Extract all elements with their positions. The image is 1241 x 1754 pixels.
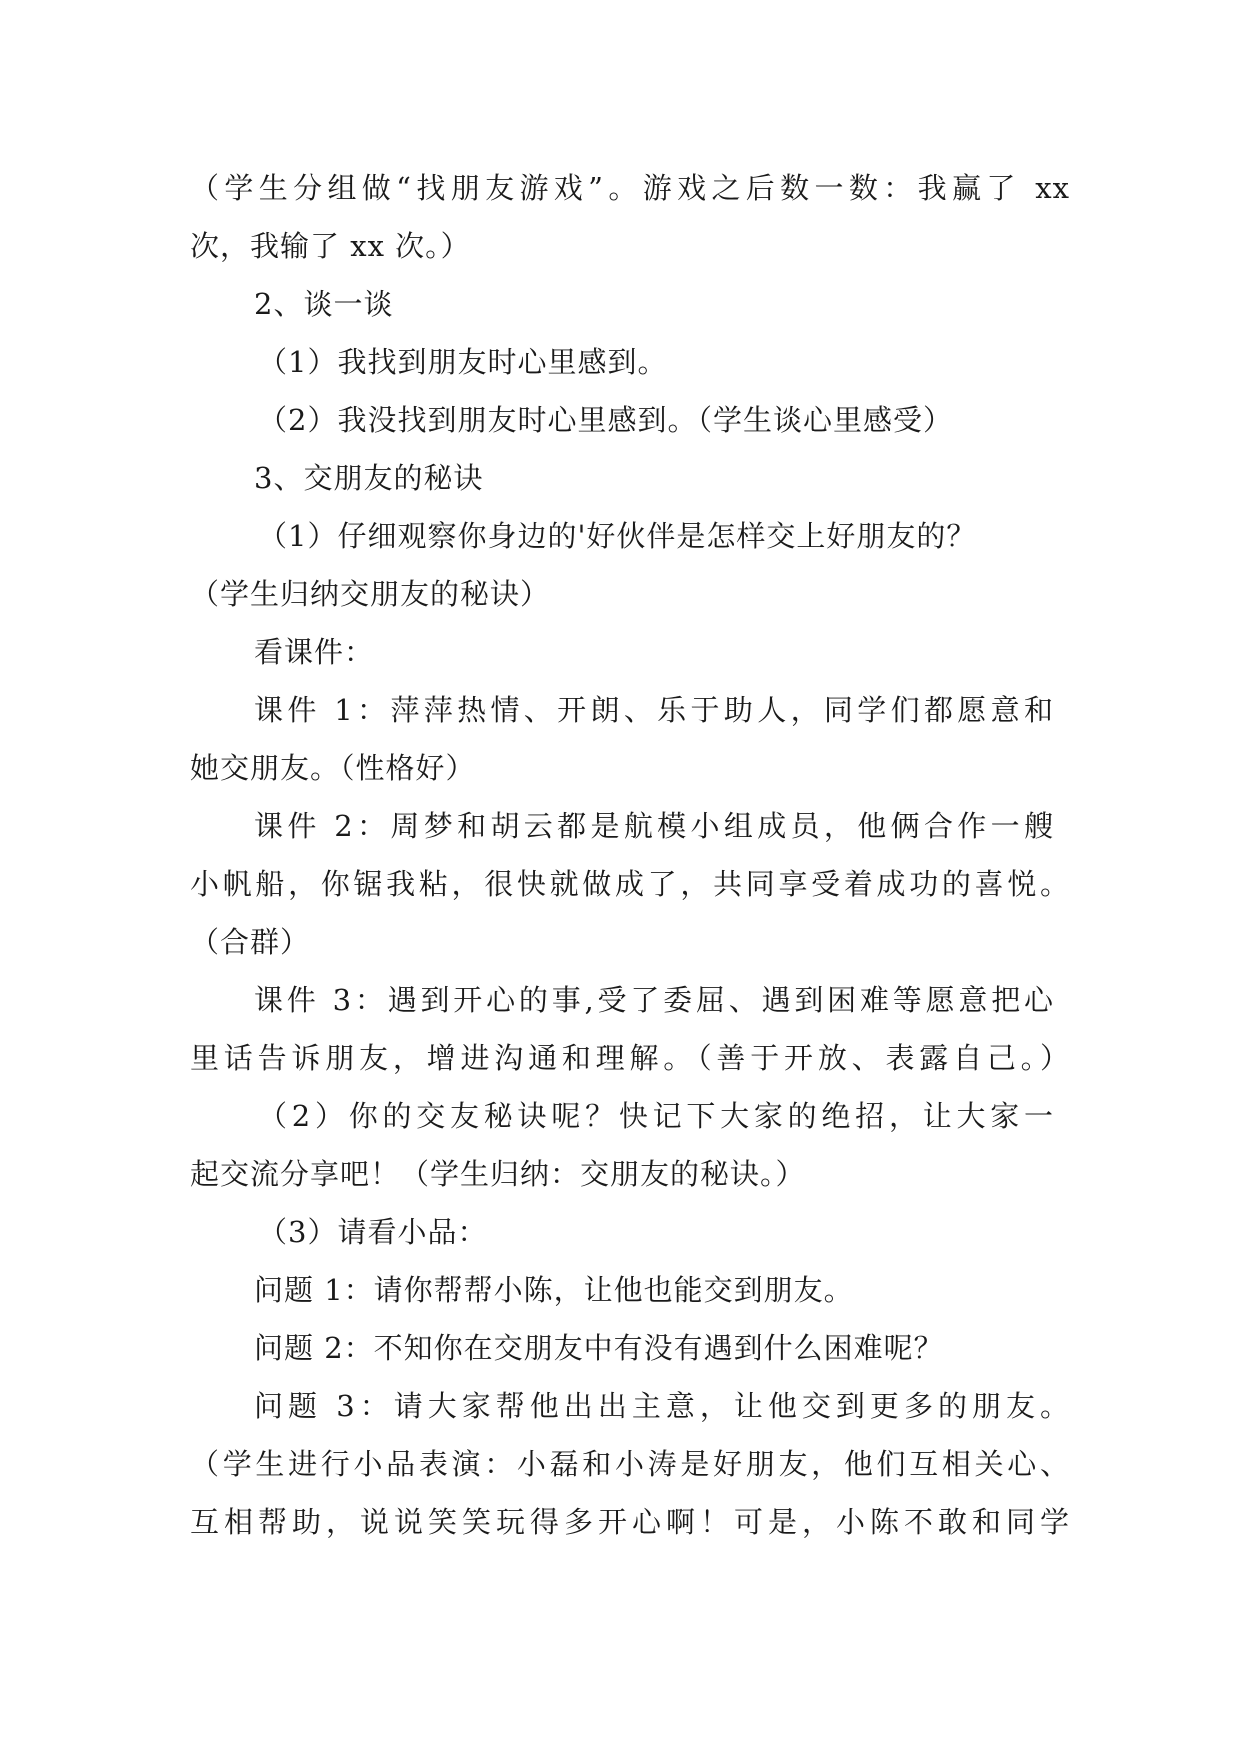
text-line-10: 课件 1：萍萍热情、开朗、乐于助人，同学们都愿意和	[254, 693, 1054, 727]
text-line-1: （学生分组做“找朋友游戏”。游戏之后数一数：我赢了 xx	[190, 171, 1070, 205]
text-line-7: （1）仔细观察你身边的'好伙伴是怎样交上好朋友的？	[258, 519, 977, 553]
text-line-12: 课件 2：周梦和胡云都是航模小组成员，他俩合作一艘	[254, 809, 1054, 843]
text-line-13: 小帆船，你锯我粘，很快就做成了，共同享受着成功的喜悦。	[190, 867, 1070, 901]
section-heading-2: 2、谈一谈	[254, 287, 394, 321]
text-line-15: 课件 3：遇到开心的事,受了委屈、遇到困难等愿意把心	[254, 983, 1054, 1017]
text-line-18: 起交流分享吧！（学生归纳：交朋友的秘诀。）	[190, 1157, 806, 1191]
text-line-24: 互相帮助，说说笑笑玩得多开心啊！可是，小陈不敢和同学	[190, 1505, 1070, 1539]
text-line-9: 看课件：	[254, 635, 375, 669]
text-line-16: 里话告诉朋友，增进沟通和理解。（善于开放、表露自己。）	[190, 1041, 1070, 1075]
text-line-17: （2）你的交友秘诀呢？快记下大家的绝招，让大家一	[258, 1099, 1054, 1133]
text-line-14: （合群）	[190, 925, 311, 959]
text-line-19: （3）请看小品：	[258, 1215, 488, 1249]
text-line-11: 她交朋友。（性格好）	[190, 751, 476, 785]
text-line-5: （2）我没找到朋友时心里感到。（学生谈心里感受）	[258, 403, 953, 437]
text-line-2: 次，我输了 xx 次。）	[190, 229, 471, 263]
text-line-23: （学生进行小品表演：小磊和小涛是好朋友，他们互相关心、	[190, 1447, 1070, 1481]
text-line-4: （1）我找到朋友时心里感到。	[258, 345, 668, 379]
text-line-22: 问题 3：请大家帮他出出主意，让他交到更多的朋友。	[254, 1389, 1070, 1423]
text-line-21: 问题 2：不知你在交朋友中有没有遇到什么困难呢？	[254, 1331, 944, 1365]
section-heading-3: 3、交朋友的秘诀	[254, 461, 484, 495]
text-line-20: 问题 1：请你帮帮小陈，让他也能交到朋友。	[254, 1273, 854, 1307]
text-line-8: （学生归纳交朋友的秘诀）	[190, 577, 551, 611]
